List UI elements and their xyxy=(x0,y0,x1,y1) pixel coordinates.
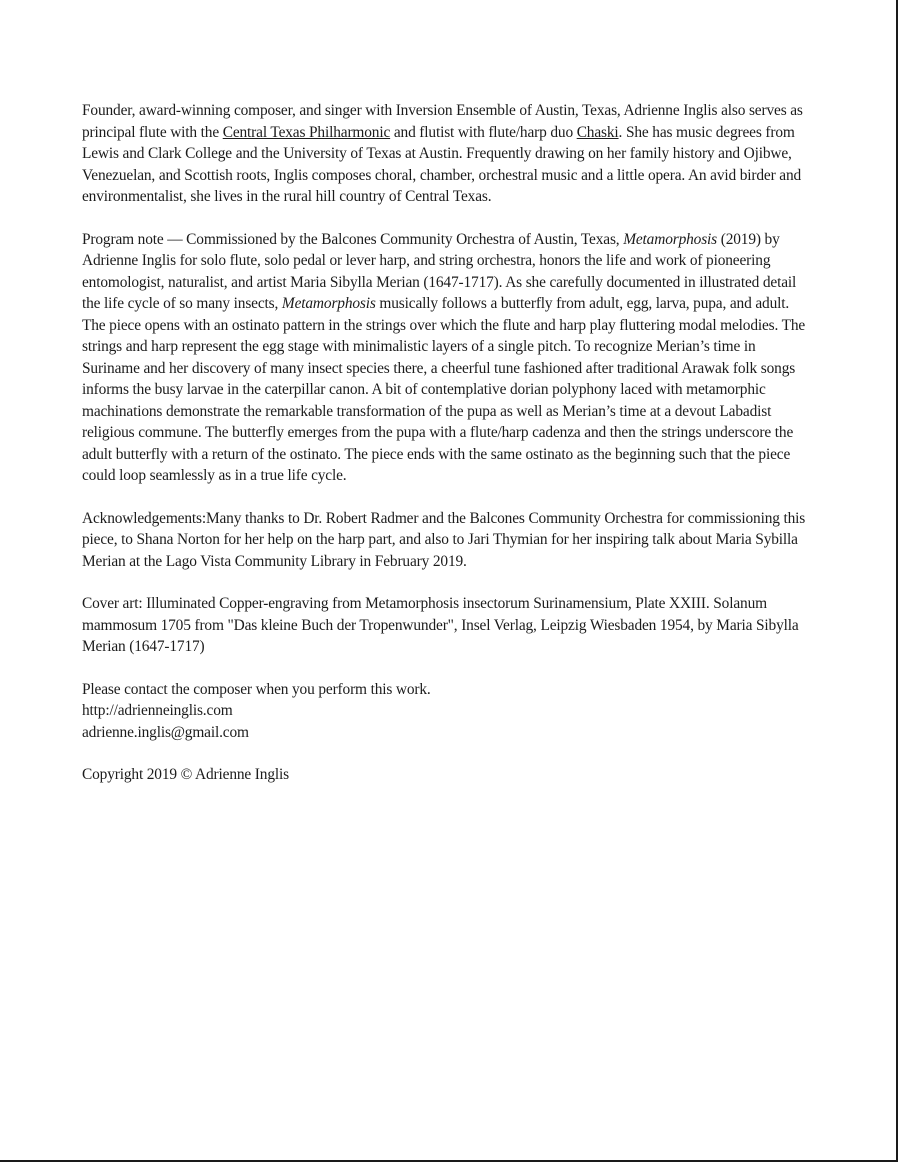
program-note-text-2: (2019) by Adrienne Inglis for solo flute, solo pedal or lever harp, and string orchestra, honors the life and work of pioneering entomologist, naturalist, and artist Maria Sibylla Merian (1647-1717). As she carefully documented in illustrated detail the life cycle of so many insects, xyxy=(82,230,797,312)
email-link[interactable]: adrienne.inglis@gmail.com xyxy=(82,723,249,741)
work-title: Metamorphosis xyxy=(623,230,718,248)
page-content xyxy=(82,100,812,807)
contact-info xyxy=(82,679,812,744)
chaski-link[interactable]: Chaski xyxy=(576,123,619,141)
acknowledgements: Acknowledgements:Many thanks to Dr. Robert Radmer and the Balcones Community Orchestra for commissioning this piece, to Shana Norton for her help on the harp part, and also to Jari Thymian for her inspiring talk about Maria Sybilla Merian at the Lago Vista Community Library in February 2019. xyxy=(82,509,806,570)
bio-text-2: and flutist with flute/harp duo xyxy=(390,123,577,141)
program-note xyxy=(82,229,812,487)
work-title: Metamorphosis xyxy=(281,295,376,312)
contact-note: Please contact the composer when you perform this work. xyxy=(82,680,431,698)
website-link[interactable]: http://adrienneinglis.com xyxy=(82,702,233,719)
program-note-text-3: musically follows a butterfly from adult, egg, larva, pupa, and adult. The piece opens with an ostinato pattern in the strings over which the flute and harp play fluttering modal melodies. The strings and harp represent the egg stage with minimalistic layers of a single pitch. To recognize Merian’s time in Suriname and her discovery of many insect species there, a cheerful tune fashioned after traditional Arawak folk songs informs the busy larvae in the caterpillar canon. A bit of contemplative dorian polyphony laced with metamorphic machinations demonstrate the remarkable transformation of the pupa as well as Merian’s time at a devout Labadist religious commune. The butterfly emerges from the pupa with a flute/harp cadenza and then the strings underscore the adult butterfly with a return of the ostinato. The piece ends with the same ostinato as the beginning such that the piece could loop seamlessly as in a true life cycle. xyxy=(82,295,806,484)
copyright-notice: Copyright 2019 © Adrienne Inglis xyxy=(82,766,289,783)
program-note-text-1: Program note — Commissioned by the Balcones Community Orchestra of Austin, Texas, xyxy=(82,230,624,248)
central-texas-philharmonic-link[interactable]: Central Texas Philharmonic xyxy=(222,123,391,141)
cover-art-credit: Cover art: Illuminated Copper-engraving from Metamorphosis insectorum Surinamensium, Plate XXIII. Solanum mammosum 1705 from "Das kleine Buch der Tropenwunder", Insel Verlag, Leipzig Wiesbaden 1954, by Maria Sibylla Merian (1647-1717) xyxy=(82,595,799,655)
composer-bio xyxy=(82,100,812,208)
bio-text-3: . She has music degrees from Lewis and Clark College and the University of Texas at Austin. Frequently drawing on her family history and Ojibwe, Venezuelan, and Scottish roots, Inglis composes choral, chamber, orchestral music and a little opera. An avid birder and environmentalist, she lives in the rural hill country of Central Texas. xyxy=(82,123,802,205)
bio-text-1: Founder, award-winning composer, and singer with Inversion Ensemble of Austin, Texas, Adrienne Inglis also serves as principal flute with the xyxy=(82,102,803,141)
